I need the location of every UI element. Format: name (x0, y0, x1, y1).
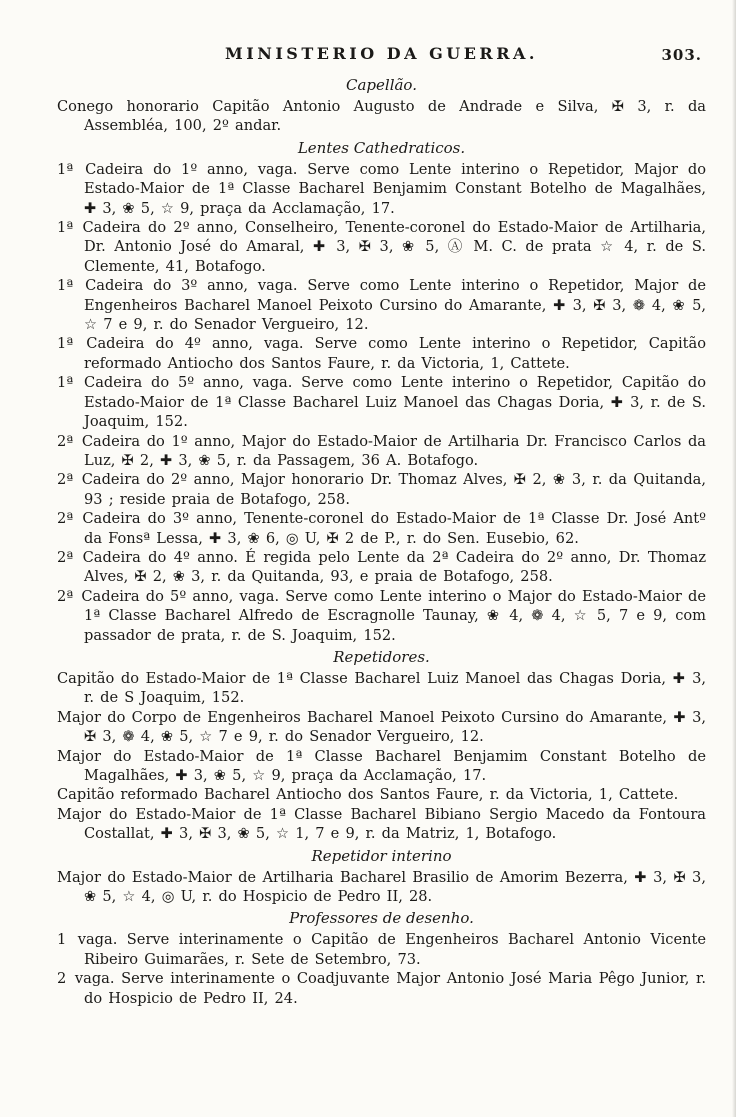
scan-gutter-shadow (732, 0, 736, 1117)
entry-paragraph (57, 805, 706, 844)
entry-paragraph (57, 432, 706, 471)
entry-paragraph (57, 218, 706, 276)
entry-paragraph (57, 930, 706, 969)
entry-marker: 1ª (57, 219, 81, 237)
entry-text: Cadeira do 4º anno. É regida pelo Lente da 2ª Cadeira do 2º anno, Dr. Thomaz Alves, ✠ 2, ❀ 3, r. da Quitanda, 93, e praia de Botafogo, 258. (82, 548, 707, 586)
page-number: 303. (661, 46, 702, 64)
entry-marker: 1ª (57, 335, 85, 353)
entry-paragraph (57, 160, 706, 218)
entry-paragraph (57, 669, 706, 708)
entry-paragraph (57, 587, 706, 645)
entry-marker: 1ª (57, 374, 83, 392)
entry-text: Cadeira do 2º anno, Major honorario Dr. Thomaz Alves, ✠ 2, ❀ 3, r. da Quitanda, 93 ; reside praia de Botafogo, 258. (81, 471, 707, 508)
entry-text: Cadeira do 2º anno, Conselheiro, Tenente-coronel do Estado-Maior de Artilharia, Dr. Antonio José do Amaral, ✚ 3, ✠ 3, ❀ 5, Ⓐ M. C. de prata ☆ 4, r. de S. Clemente, 41, Botafogo. (82, 219, 706, 275)
section-heading: Professores de desenho. (289, 909, 474, 928)
entry-text: Conego honorario Capitão Antonio Augusto de Andrade e Silva, ✠ 3, r. da Assembléa, 100, 2º andar. (57, 98, 706, 135)
entry-text: Cadeira do 3º anno, Tenente-coronel do Estado-Maior de 1ª Classe Dr. José Antº da Fonsª Lessa, ✚ 3, ❀ 6, ◎ U, ✠ 2 de P., r. do Sen. Eusebio, 62. (82, 510, 706, 547)
entry-text: Major do Estado-Maior de 1ª Classe Bacharel Benjamim Constant Botelho de Magalhães, ✚ 3, ❀ 5, ☆ 9, praça da Acclamação, 17. (57, 747, 706, 784)
entry-marker: 1ª (57, 277, 84, 295)
entry-paragraph (57, 548, 706, 587)
entry-paragraph (57, 969, 706, 1008)
entry-text: Major do Estado-Maior de 1ª Classe Bacharel Bibiano Sergio Macedo da Fontoura Costallat, ✚ 3, ✠ 3, ❀ 5, ☆ 1, 7 e 9, r. da Matriz, 1, Botafogo. (57, 805, 706, 843)
entry-text: Major do Corpo de Engenheiros Bacharel Manoel Peixoto Cursino do Amarante, ✚ 3, ✠ 3, ❁ 4, ❀ 5, ☆ 7 e 9, r. do Senador Vergueiro, 12. (57, 708, 706, 746)
entry-marker: 2ª (57, 548, 81, 566)
entry-paragraph (57, 276, 706, 334)
entry-paragraph (57, 509, 706, 548)
entry-text: Cadeira do 5º anno, vaga. Serve como Lente interino o Major do Estado-Maior de 1ª Classe Bacharel Alfredo de Escragnolle Taunay, ❀ 4, ❁ 4, ☆ 5, 7 e 9, com passador de prata, r. de S. Joaquim, 152. (81, 587, 706, 644)
entry-text: Major do Estado-Maior de Artilharia Bacharel Brasilio de Amorim Bezerra, ✚ 3, ✠ 3, ❀ 5, ☆ 4, ◎ U, r. do Hospicio de Pedro II, 28. (57, 868, 706, 906)
entry-paragraph (57, 868, 706, 907)
section-heading: Repetidores. (333, 647, 430, 666)
entry-paragraph (57, 373, 706, 431)
entry-marker: 2ª (57, 510, 81, 528)
entry-text: Capitão do Estado-Maior de 1ª Classe Bacharel Luiz Manoel das Chagas Doria, ✚ 3, r. de S Joaquim, 152. (57, 669, 706, 707)
entry-paragraph (57, 97, 706, 136)
entry-text: Cadeira do 1º anno, Major do Estado-Maior de Artilharia Dr. Francisco Carlos da Luz, ✠ 2, ✚ 3, ❀ 5, r. da Passagem, 36 A. Botafogo. (81, 432, 706, 469)
document-body (57, 76, 706, 1008)
section-heading: Lentes Cathedraticos. (297, 138, 466, 157)
entry-text: Cadeira do 1º anno, vaga. Serve como Lente interino o Repetidor, Major do Estado-Maior de 1ª Classe Bacharel Benjamim Constant Botelho de Magalhães, ✚ 3, ❀ 5, ☆ 9, praça da Acclamação, 17. (84, 160, 706, 217)
section-heading: Repetidor interino (311, 846, 452, 865)
entry-marker: 2 (57, 970, 73, 988)
page-header (57, 44, 706, 70)
entry-text: Cadeira do 3º anno, vaga. Serve como Lente interino o Repetidor, Major de Engenheiros Bacharel Manoel Peixoto Cursino do Amarante, ✚ 3, ✠ 3, ❁ 4, ❀ 5, ☆ 7 e 9, r. do Senador Vergueiro, 12. (84, 277, 706, 334)
entry-marker: 1ª (57, 160, 84, 178)
entry-text: Cadeira do 5º anno, vaga. Serve como Lente interino o Repetidor, Capitão do Estado-Maior de 1ª Classe Bacharel Luiz Manoel das Chagas Doria, ✚ 3, r. de S. Joaquim, 152. (84, 374, 706, 431)
entry-marker: 2ª (57, 471, 80, 489)
entry-marker: 2ª (57, 432, 80, 450)
entry-paragraph (57, 334, 706, 373)
entry-marker: 2ª (57, 587, 80, 605)
entry-text: vaga. Serve interinamente o Coadjuvante Major Antonio José Maria Pêgo Junior, r. do Hospicio de Pedro II, 24. (74, 970, 706, 1007)
entry-marker: 1 (57, 931, 76, 949)
entry-paragraph (57, 747, 706, 786)
section-heading: Capellão. (346, 76, 417, 94)
entry-text: Cadeira do 4º anno, vaga. Serve como Lente interino o Repetidor, Capitão reformado Antiocho dos Santos Faure, r. da Victoria, 1, Cattete. (84, 335, 706, 372)
entry-paragraph (57, 470, 706, 509)
entry-text: Capitão reformado Bacharel Antiocho dos Santos Faure, r. da Victoria, 1, Cattete. (57, 786, 679, 804)
page-header-title: MINISTERIO DA GUERRA. (225, 44, 538, 63)
entry-paragraph (57, 708, 706, 747)
entry-paragraph (57, 785, 706, 804)
entry-text: vaga. Serve interinamente o Capitão de Engenheiros Bacharel Antonio Vicente Ribeiro Guimarães, r. Sete de Setembro, 73. (77, 931, 706, 968)
